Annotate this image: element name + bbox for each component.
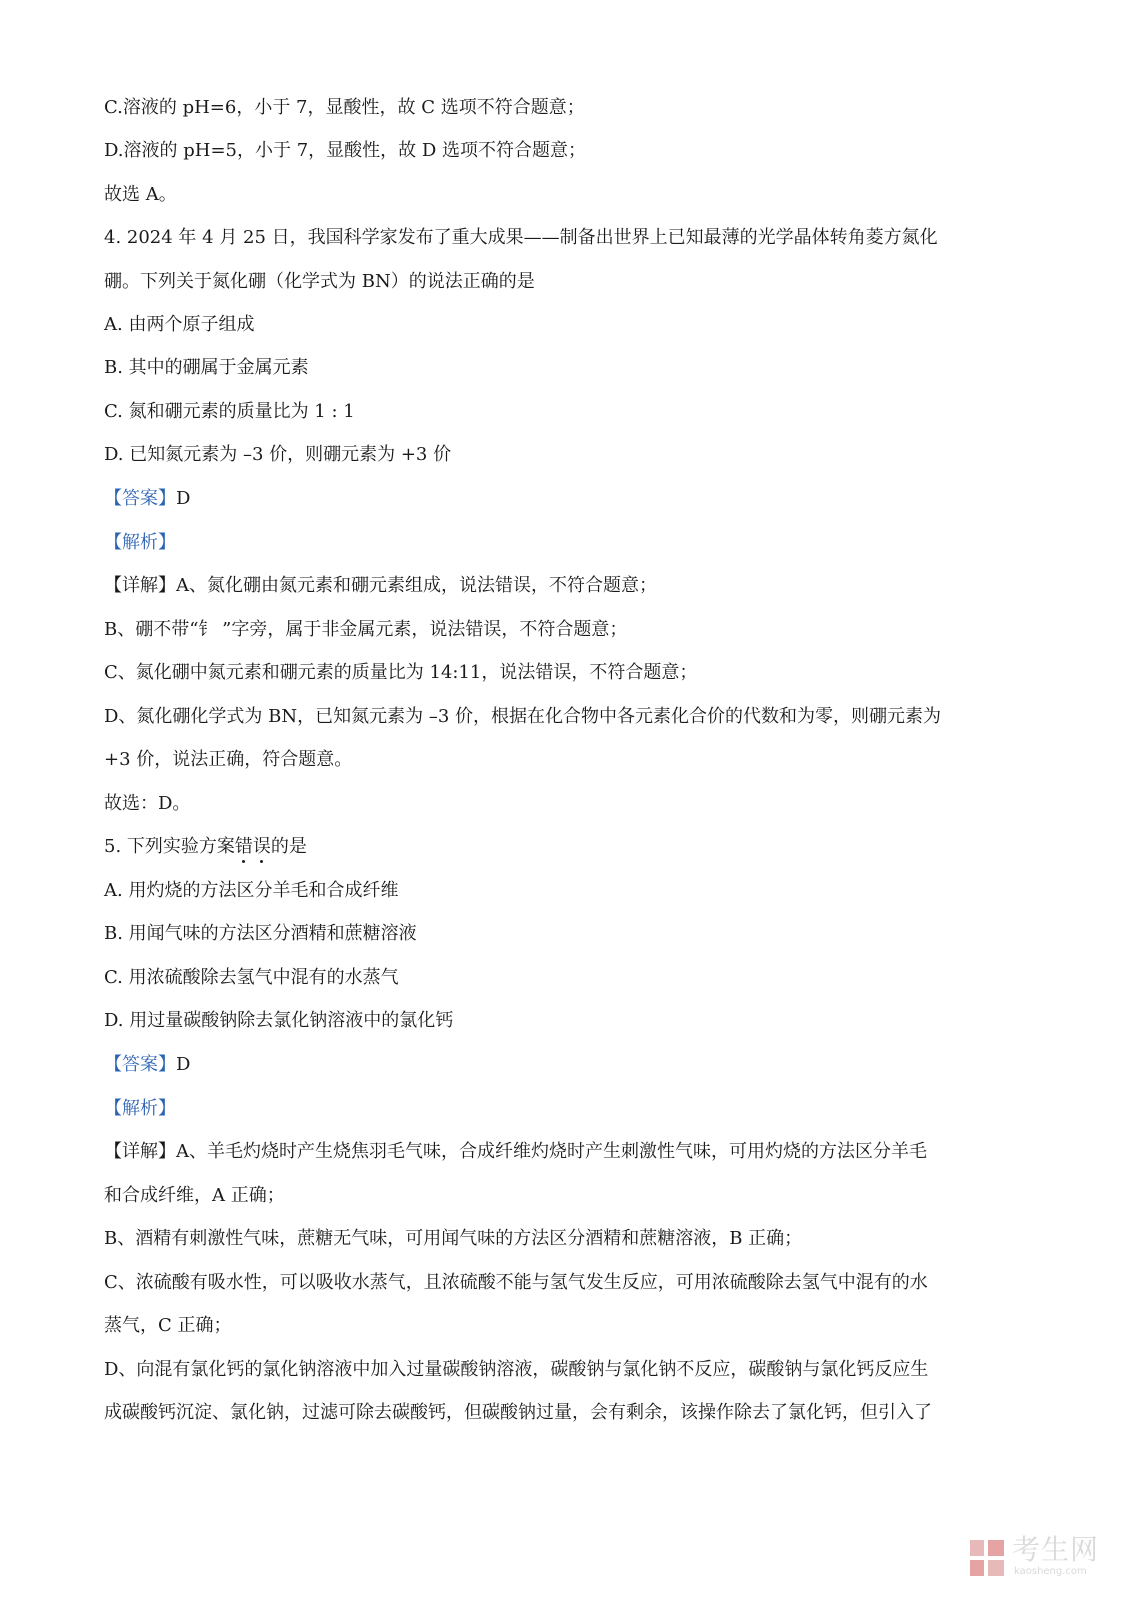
explanation-line: B、硼不带“钅 ”字旁，属于非金属元素，说法错误，不符合题意； [104,619,628,640]
option-d: D. 已知氮元素为 –3 价，则硼元素为 +3 价 [104,444,452,465]
text-line: 故选 A。 [104,184,177,205]
question-5-prefix: 5. 下列实验方案 [104,836,235,857]
explanation-line: 和合成纤维，A 正确； [104,1185,285,1206]
conclusion-line: 故选：D。 [104,793,191,814]
answer-tag: 【答案】 [104,1054,176,1075]
answer-line [104,487,190,511]
explanation-line: 蒸气，C 正确； [104,1315,232,1336]
option-c: C. 用浓硫酸除去氢气中混有的水蒸气 [104,967,399,988]
question-4-stem-cont: 硼。下列关于氮化硼（化学式为 BN）的说法正确的是 [104,271,535,292]
answer-tag: 【答案】 [104,488,176,509]
explanation-line: +3 价，说法正确，符合题意。 [104,749,353,770]
watermark-subtext: kaosheng.com [1014,1566,1087,1577]
option-b: B. 用闻气味的方法区分酒精和蔗糖溶液 [104,923,417,944]
question-5-stem [104,835,307,859]
watermark-logo [968,1534,1108,1582]
emphasis-text: 错误 [235,836,271,857]
option-c: C. 氮和硼元素的质量比为 1 : 1 [104,401,355,422]
explanation-line: D、向混有氯化钙的氯化钠溶液中加入过量碳酸钠溶液，碳酸钠与氯化钠不反应，碳酸钠与氯化钙反应生 [104,1359,929,1380]
explanation-line: C、氮化硼中氮元素和硼元素的质量比为 14:11，说法错误，不符合题意； [104,662,698,683]
emphasis-dot [242,860,245,863]
analysis-tag: 【解析】 [104,532,176,553]
option-d: D. 用过量碳酸钠除去氯化钠溶液中的氯化钙 [104,1010,454,1031]
text-line: D.溶液的 pH=5，小于 7，显酸性，故 D 选项不符合题意； [104,140,587,161]
text-line: C.溶液的 pH=6，小于 7，显酸性，故 C 选项不符合题意； [104,97,585,118]
question-5-suffix: 的是 [270,836,307,857]
emphasis-dot [260,860,263,863]
explanation-line: 成碳酸钙沉淀、氯化钠，过滤可除去碳酸钙，但碳酸钠过量，会有剩余，该操作除去了氯化钙，但引入了 [104,1402,932,1423]
answer-value: D [176,488,191,509]
watermark-icon [968,1538,1006,1578]
option-a: A. 由两个原子组成 [104,314,255,335]
explanation-line: B、酒精有刺激性气味，蔗糖无气味，可用闻气味的方法区分酒精和蔗糖溶液，B 正确； [104,1228,803,1249]
answer-value: D [176,1054,191,1075]
explanation-line: D、氮化硼化学式为 BN，已知氮元素为 –3 价，根据在化合物中各元素化合价的代数和为零，则硼元素为 [104,706,942,727]
answer-line [104,1053,190,1077]
explanation-line: C、浓硫酸有吸水性，可以吸收水蒸气，且浓硫酸不能与氢气发生反应，可用浓硫酸除去氢气中混有的水 [104,1272,928,1293]
question-4-stem: 4. 2024 年 4 月 25 日，我国科学家发布了重大成果——制备出世界上已知最薄的光学晶体转角菱方氮化 [104,227,938,248]
explanation-line: 【详解】A、氮化硼由氮元素和硼元素组成，说法错误，不符合题意； [104,575,657,596]
option-a: A. 用灼烧的方法区分羊毛和合成纤维 [104,880,399,901]
watermark-text: 考生网 [1012,1533,1100,1566]
option-b: B. 其中的硼属于金属元素 [104,357,309,378]
analysis-tag: 【解析】 [104,1098,176,1119]
explanation-line: 【详解】A、羊毛灼烧时产生烧焦羽毛气味，合成纤维灼烧时产生刺激性气味，可用灼烧的方法区分羊毛 [104,1141,927,1162]
